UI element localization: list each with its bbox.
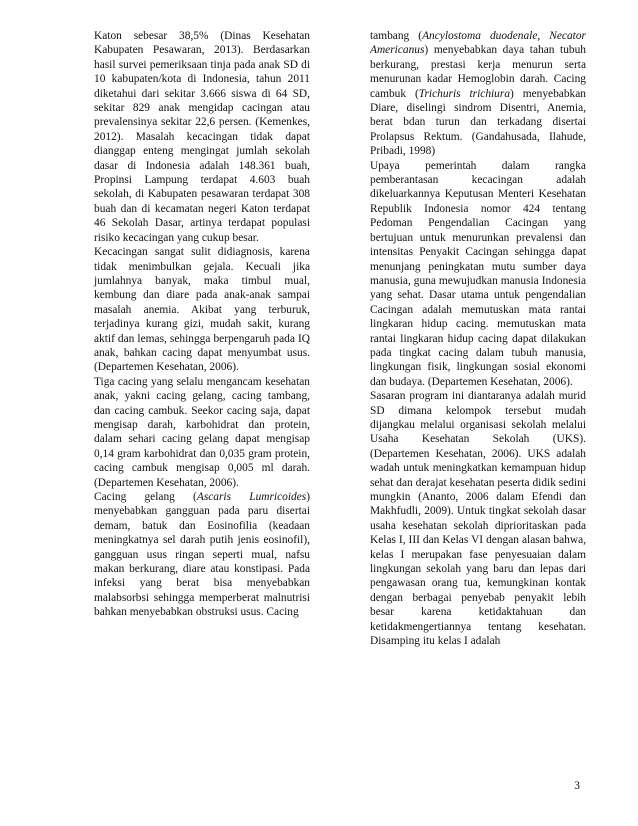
right-column [370, 29, 586, 648]
paragraph: Tiga cacing yang selalu mengancam kesehatan anak, yakni cacing gelang, cacing tambang, dan cacing cambuk. Seekor cacing saja, dapat mengisap darah, karbohidrat dan protein, dalam sehari cacing gelang dapat mengisap 0,14 gram karbohidrat dan 0,035 gram protein, cacing cambuk mengisap 0,005 ml darah. (Departemen Kesehatan, 2006). [94, 375, 310, 489]
paragraph: Cacing gelang (Ascaris Lumricoides) menyebabkan gangguan pada paru disertai demam, batuk dan Eosinofilia (keadaan meningkatnya sel darah putih jenis eosinofil), gangguan usus ringan seperti mual, nafsu makan berkurang, diare atau konstipasi. Pada infeksi yang berat bisa menyebabkan malabsorbsi sehingga memperberat malnutrisi bahkan menyebabkan obstruksi usus. Cacing [94, 491, 310, 619]
paragraph: Sasaran program ini diantaranya adalah murid SD dimana kelompok tersebut mudah dijangkau melalui organisasi sekolah melalui Usaha Kesehatan Sekolah (UKS). (Departemen Kesehatan, 2006). UKS adalah wadah untuk meningkatkan kemampuan hidup sehat dan derajat kesehatan peserta didik sedini mungkin (Ananto, 2006 dalam Efendi dan Makhfudli, 2009). Untuk tingkat sekolah dasar usaha kesehatan sekolah diprioritaskan pada Kelas I, III dan Kelas VI dengan alasan bahwa, kelas I merupakan fase penyesuaian dalam lingkungan sekolah yang baru dan lepas dari pengawasan orang tua, kemungkinan kontak dengan berbagai penyebab penyakit lebih besar karena ketidaktahuan dan ketidakmengertiannya tentang kesehatan. Disamping itu kelas I adalah [370, 390, 586, 648]
left-column [94, 29, 310, 620]
paragraph: Katon sebesar 38,5% (Dinas Kesehatan Kabupaten Pesawaran, 2013). Berdasarkan hasil survei pemeriksaan tinja pada anak SD di 10 kabupaten/kota di Indonesia, tahun 2011 diketahui dari sekitar 3.666 siswa di 64 SD, sekitar 829 anak mengidap cacingan atau prevalensinya sekitar 22,6 persen. (Kemenkes, 2012). Masalah kecacingan tidak dapat dianggap enteng mengingat jumlah sekolah dasar di Indonesia adalah 148.361 buah, Propinsi Lampung terdapat 4.603 buah sekolah, di Kabupaten pesawaran terdapat 308 buah dan di kecamatan negeri Katon terdapat 46 Sekolah Dasar, artinya terdapat populasi risiko kecacingan yang cukup besar. [94, 30, 310, 244]
page-number: 3 [574, 780, 580, 792]
paragraph: Upaya pemerintah dalam rangka pemberantasan kecacingan adalah dikeluarkannya Keputusan Menteri Kesehatan Republik Indonesia nomor 424 tentang Pedoman Pengendalian Cacingan yang bertujuan untuk menurunkan prevalensi dan intensitas Penyakit Cacingan sehingga dapat menunjang peningkatan mutu sumber daya manusia, guna mewujudkan manusia Indonesia yang sehat. Dasar utama untuk pengendalian Cacingan adalah memutuskan mata rantai lingkaran hidup cacing. memutuskan mata rantai lingkaran hidup cacing dapat dilakukan pada tingkat cacing dalam tubuh manusia, lingkungan fisik, lingkungan sosial ekonomi dan budaya. (Departemen Kesehatan, 2006). [370, 159, 586, 388]
paragraph: tambang (Ancylostoma duodenale, Necator Americanus) menyebabkan daya tahan tubuh berkurang, prestasi kerja menurun serta menurunan kadar Hemoglobin darah. Cacing cambuk (Trichuris trichiura) menyebabkan Diare, diselingi sindrom Disentri, Anemia, berat bdan turun dan terkadang disertai Prolapsus Rektum. (Gandahusada, Ilahude, Pribadi, 1998) [370, 30, 586, 158]
paragraph: Kecacingan sangat sulit didiagnosis, karena tidak menimbulkan gejala. Kecuali jika jumlahnya banyak, maka timbul mual, kembung dan diare pada anak-anak sampai masalah anemia. Akibat yang terburuk, terjadinya kurang gizi, mudah sakit, kurang aktif dan lemas, sehingga berpengaruh pada IQ anak, bahkan cacing dapat menyumbat usus.(Departemen Kesehatan, 2006). [94, 246, 310, 374]
